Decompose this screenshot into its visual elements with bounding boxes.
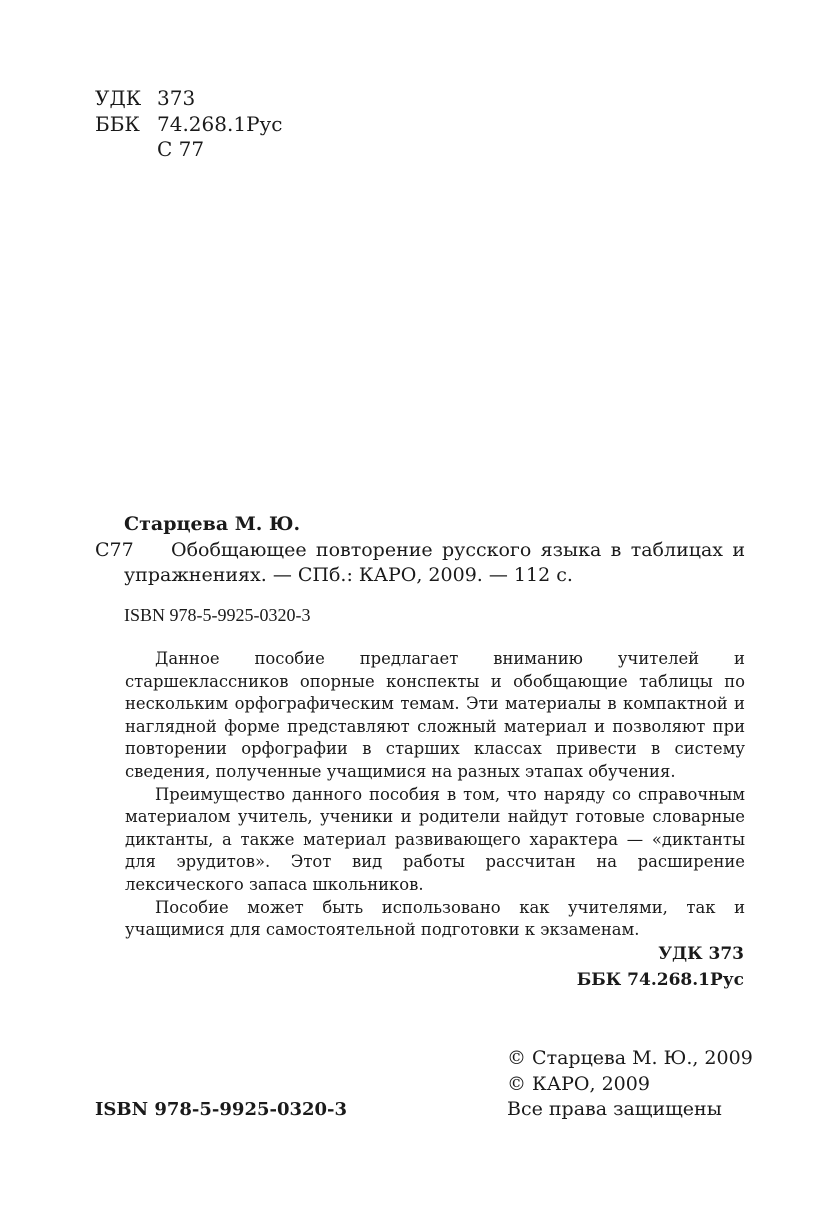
copyright-publisher: © КАРО, 2009 [507,1073,650,1095]
footer-udk: УДК 373 [658,944,744,964]
isbn-bottom: ISBN 978-5-9925-0320-3 [95,1099,348,1120]
card-title-line1: Обобщающее повторение русского языка в таблицах и [171,539,745,561]
card-author: Старцева М. Ю. [124,513,301,535]
copyright-author: © Старцева М. Ю., 2009 [507,1047,753,1069]
rights-reserved: Все права защищены [507,1098,722,1120]
card-index: С77 [95,539,134,561]
udk-label: УДК [95,86,142,110]
author-sign: С 77 [157,137,205,161]
bbk-label: ББК [95,112,140,136]
abstract-paragraph: Преимущество данного пособия в том, что наряду со справочным материалом учитель, ученики и родители найдут готовые словарные диктанты, а также материал развивающего характера — «диктанты для эрудитов». Этот вид работы рассчитан на расширение лексического запаса школьников. [125,784,745,894]
footer-bbk: ББК 74.268.1Рус [576,970,744,990]
card-isbn: ISBN 978-5-9925-0320-3 [124,605,311,625]
card-title-line2: упражнениях. — СПб.: КАРО, 2009. — 112 с. [124,564,573,586]
abstract-paragraph: Пособие может быть использовано как учителями, так и учащимися для самостоятельной подготовки к экзаменам. [125,897,745,940]
udk-value: 373 [157,86,196,110]
bbk-value: 74.268.1Рус [157,112,283,136]
abstract-paragraph: Данное пособие предлагает вниманию учителей и старшеклассников опорные конспекты и обобщающие таблицы по нескольким орфографическим темам. Эти материалы в компактной и наглядной форме представляют сложный материал и позволяют при повторении орфографии в старших классах привести в систему сведения, полученные учащимися на разных этапах обучения. [125,649,745,781]
abstract [125,648,745,942]
